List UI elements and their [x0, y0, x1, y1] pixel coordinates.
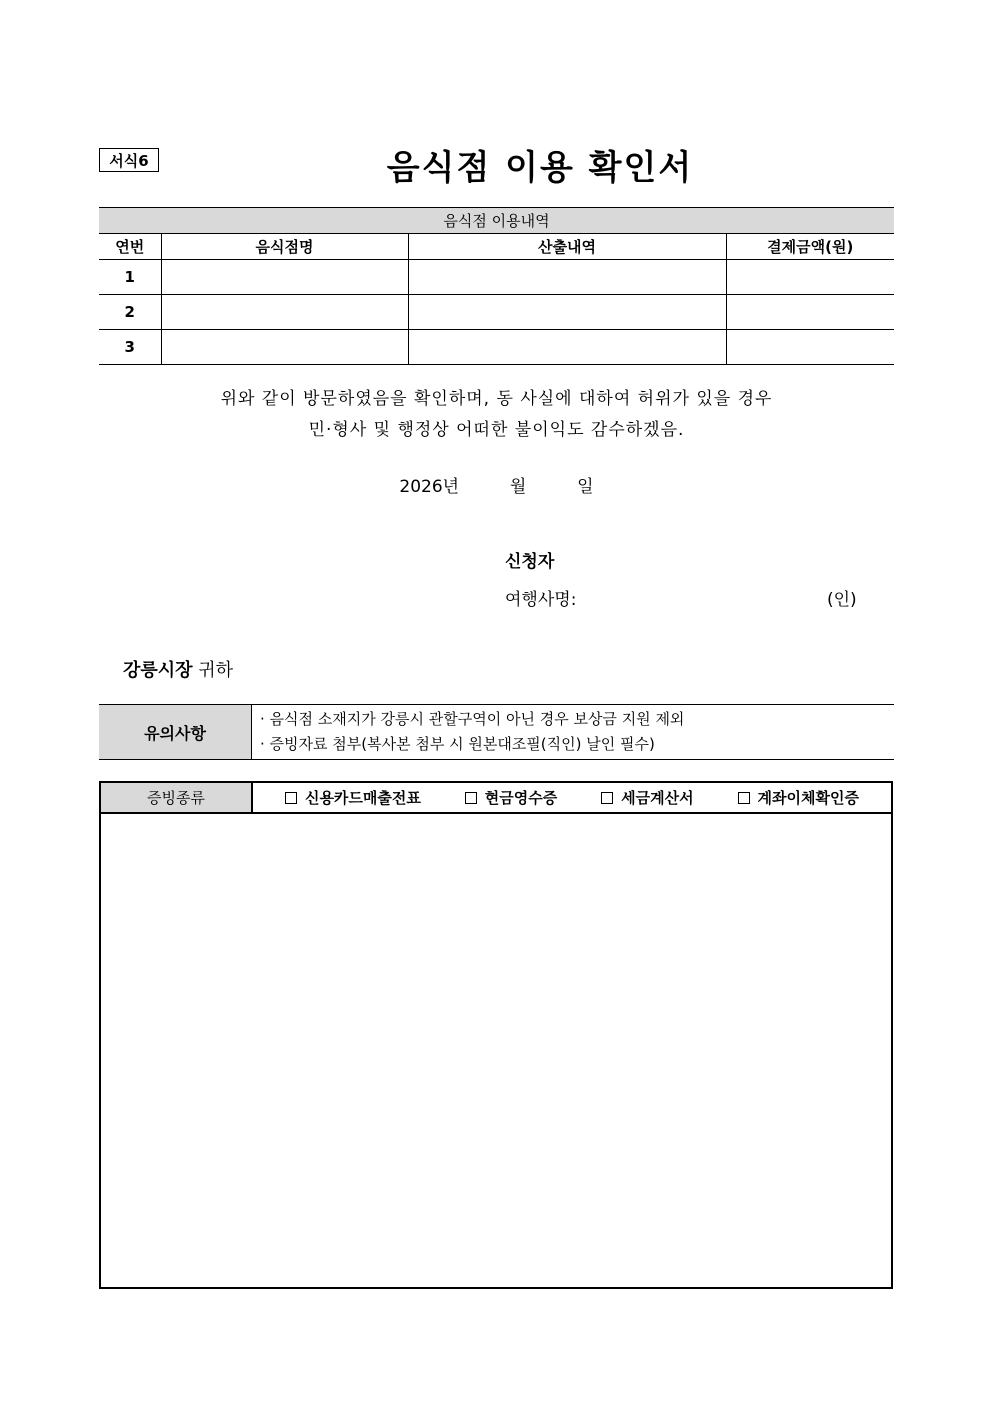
header-no: 연번: [99, 234, 161, 260]
option-credit-card-slip[interactable]: [285, 787, 421, 808]
date-month: 월: [509, 477, 527, 497]
seal-mark: (인): [827, 590, 857, 610]
table-row: [99, 260, 894, 295]
option-label: 세금계산서: [621, 789, 694, 807]
usage-table-caption: 음식점 이용내역: [99, 208, 894, 234]
evidence-header: [101, 783, 891, 814]
row-number: 2: [99, 295, 161, 330]
option-label: 현금영수증: [484, 789, 558, 807]
restaurant-cell[interactable]: [161, 330, 408, 365]
date-line: [99, 472, 894, 497]
checkbox-icon[interactable]: [738, 792, 750, 804]
page-title: 음식점 이용 확인서: [386, 148, 694, 188]
note-item: · 음식점 소재지가 강릉시 관할구역이 아닌 경우 보상금 지원 제외: [260, 710, 685, 728]
addressee: [123, 656, 233, 682]
row-number: 3: [99, 330, 161, 365]
checkbox-icon[interactable]: [465, 792, 477, 804]
restaurant-cell[interactable]: [161, 260, 408, 295]
option-tax-invoice[interactable]: [601, 787, 693, 808]
table-row: [99, 330, 894, 365]
addressee-name: 강릉시장: [123, 660, 193, 681]
amount-cell[interactable]: [726, 295, 894, 330]
statement-line-1: 위와 같이 방문하였음을 확인하며, 동 사실에 대하여 허위가 있을 경우: [220, 389, 773, 409]
header-restaurant: 음식점명: [161, 234, 408, 260]
confirmation-statement: [99, 384, 894, 446]
notes-body: [252, 705, 895, 760]
restaurant-cell[interactable]: [161, 295, 408, 330]
addressee-suffix: 귀하: [198, 660, 234, 681]
checkbox-icon[interactable]: [285, 792, 297, 804]
notes-label: 유의사항: [99, 705, 252, 760]
table-row: [99, 295, 894, 330]
applicant-label: 신청자: [505, 552, 555, 572]
option-label: 계좌이체확인증: [757, 789, 859, 807]
option-cash-receipt[interactable]: [465, 787, 557, 808]
header-details: 산출내역: [408, 234, 726, 260]
evidence-options: [253, 783, 891, 812]
amount-cell[interactable]: [726, 260, 894, 295]
notes-table: [99, 704, 894, 760]
amount-cell[interactable]: [726, 330, 894, 365]
row-number: 1: [99, 260, 161, 295]
option-label: 신용카드매출전표: [304, 789, 421, 807]
statement-line-2: 민·형사 및 행정상 어떠한 불이익도 감수하겠음.: [308, 420, 685, 440]
note-item: · 증빙자료 첨부(복사본 첨부 시 원본대조필(직인) 날인 필수): [260, 735, 655, 753]
usage-table: [99, 207, 894, 365]
details-cell[interactable]: [408, 330, 726, 365]
form-number-tag: 서식6: [99, 148, 159, 172]
details-cell[interactable]: [408, 260, 726, 295]
checkbox-icon[interactable]: [601, 792, 613, 804]
date-day: 일: [577, 477, 594, 497]
date-year: 2026년: [399, 477, 460, 497]
details-cell[interactable]: [408, 295, 726, 330]
evidence-label: 증빙종류: [101, 783, 253, 812]
header-amount: 결제금액(원): [726, 234, 894, 260]
agency-name-label: 여행사명:: [505, 590, 577, 610]
evidence-attachment-box[interactable]: [99, 781, 893, 1289]
option-transfer-confirmation[interactable]: [738, 787, 859, 808]
